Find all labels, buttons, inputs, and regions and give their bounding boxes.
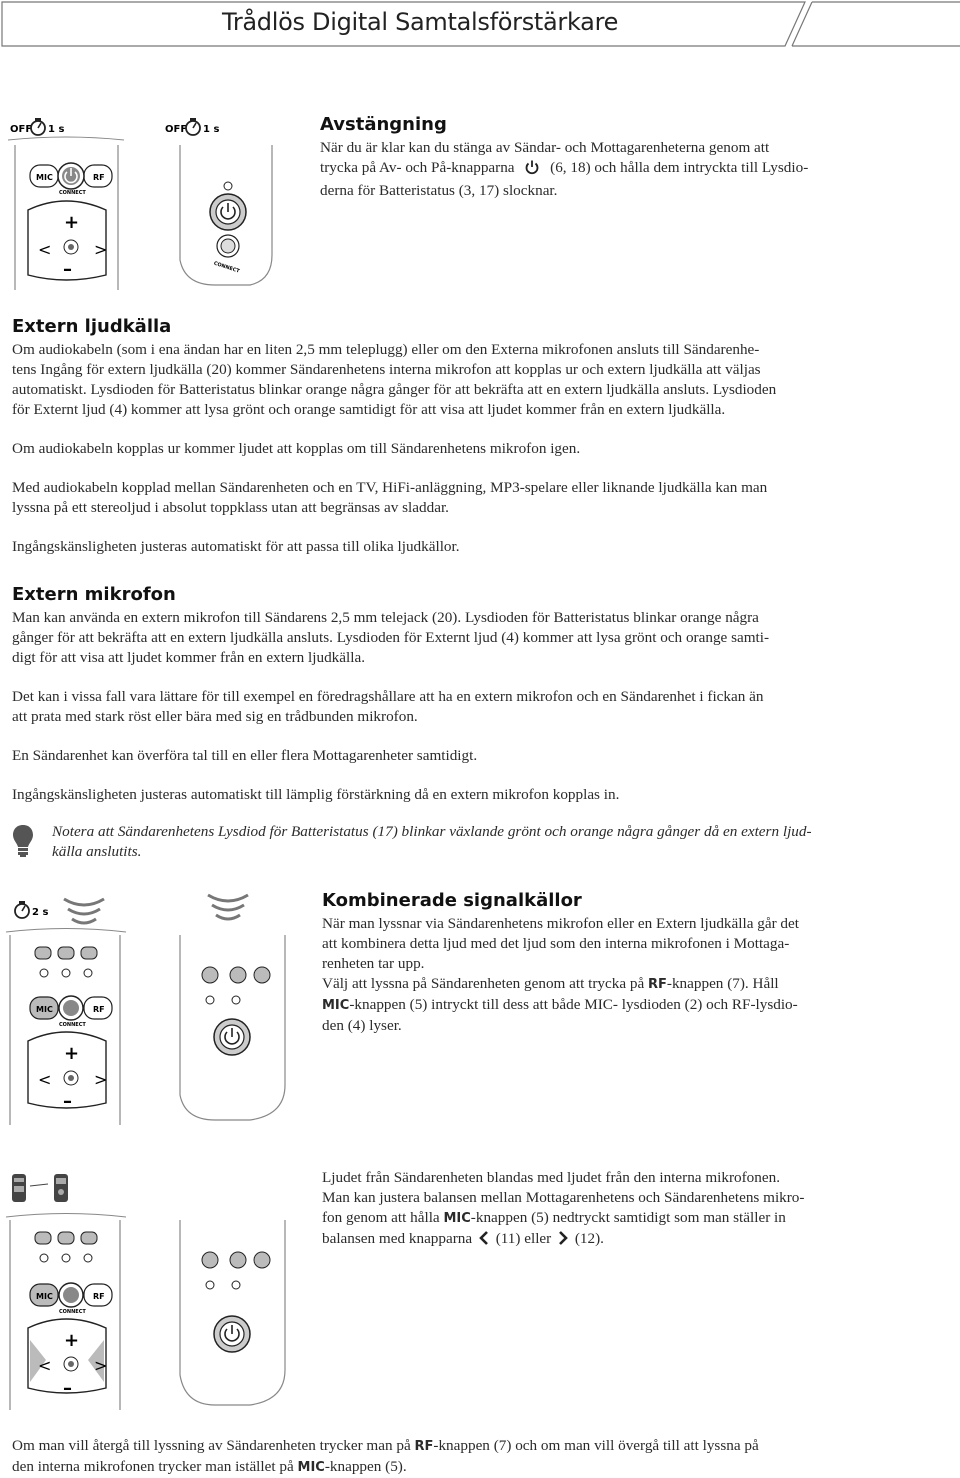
off-label-2: OFF bbox=[165, 124, 188, 135]
chevron-right-icon bbox=[558, 1231, 568, 1251]
mic-key-label: MIC bbox=[322, 998, 350, 1013]
svg-text:RF: RF bbox=[93, 1292, 105, 1301]
svg-text:MIC: MIC bbox=[36, 173, 53, 182]
power-icon bbox=[524, 159, 540, 181]
extern-mikrofon-text: Man kan använda en extern mikrofon till Sändarens 2,5 mm telejack (20). Lysdioden för Batteristatus blinkar orange några gånger för att bekräfta att en extern ljudkälla ansluts. Lysdioden för Externt ljud (4) kommer att lysa grönt och orange samti- digt för att visa att ljudet kommer från en extern ljudkälla. Det kan i vissa fall vara lättare för till exempel en föredragshållare att ha en extern mikrofon och en Sändarenhet i fickan än att prata med stark röst eller bära med sig en trådbunden mikrofon. En Sändarenhet kan överföra tal till en eller flera Mottagarenheter samtidigt. Ingångskänsligheten justeras automatiskt till lämplig förstärkning då en extern mikrofon kopplas in. bbox=[12, 609, 770, 803]
extern-ljudkalla-heading: Extern ljudkälla bbox=[12, 316, 172, 337]
svg-text:<: < bbox=[38, 1356, 52, 1375]
mic-key-label: MIC bbox=[297, 1460, 325, 1475]
svg-text:<: < bbox=[38, 1070, 52, 1089]
svg-text:>: > bbox=[94, 240, 108, 259]
rf-key-label: RF bbox=[648, 977, 667, 992]
footer-text: Om man vill återgå till lyssning av Sändarenheten trycker man på RF-knappen (7) och om man vill övergå till att lyssna på den interna mikrofonen trycker man istället på MIC-knappen (5). bbox=[12, 1437, 759, 1475]
avstangning-heading: Avstängning bbox=[320, 114, 447, 135]
page-title: Trådlös Digital Samtalsförstärkare bbox=[222, 8, 619, 36]
svg-text:+: + bbox=[64, 212, 80, 233]
timer-icon-3 bbox=[15, 901, 29, 918]
svg-text:CONNECT: CONNECT bbox=[59, 1022, 86, 1028]
avstangning-text: När du är klar kan du stänga av Sändar- och Mottagarenheterna genom att trycka på Av- och På-knapparna (6, 18) och hålla dem intryckta till Lysdio- derna för Batteristatus (3, 17) slocknar. bbox=[320, 139, 809, 199]
timer-icon-2 bbox=[186, 118, 200, 135]
rf-key-label: RF bbox=[414, 1439, 434, 1454]
small-receiver-icon bbox=[54, 1174, 68, 1202]
svg-text:>: > bbox=[94, 1070, 108, 1089]
kombinerade-heading: Kombinerade signalkällor bbox=[322, 890, 582, 911]
time-label-1: 1 s bbox=[48, 124, 65, 135]
svg-text:+: + bbox=[64, 1043, 80, 1064]
off-label-1: OFF bbox=[10, 124, 33, 135]
timer-icon-1 bbox=[31, 118, 45, 135]
figure-combined-devices bbox=[0, 885, 300, 1125]
svg-text:CONNECT: CONNECT bbox=[59, 190, 86, 196]
small-transmitter-icon bbox=[12, 1174, 26, 1202]
svg-text:MIC: MIC bbox=[36, 1292, 53, 1301]
balans-text: Ljudet från Sändarenheten blandas med ljudet från den interna mikrofonen. Man kan justera balansen mellan Mottagarenhetens och Sändarenhetens mikro- fon genom att hålla MIC-knappen (5) nedtryckt samtidigt som man ställer in balansen med knapparna (11) eller (12). bbox=[322, 1168, 882, 1251]
svg-text:–: – bbox=[63, 259, 72, 280]
svg-text:>: > bbox=[94, 1356, 108, 1375]
signal-waves-left-icon bbox=[64, 899, 104, 923]
kombinerade-text: När man lyssnar via Sändarenhetens mikrofon eller en Extern ljudkälla går det att kombinera detta ljud med det ljud som den interna mikrofonen i Mottaga- renheten tar upp. Välj att lyssna på Sändarenheten genom att trycka på RF-knappen (7). Håll MIC-knappen (5) intryckt till dess att både MIC- lysdioden (2) och RF-lysdio- den (4) lyser. bbox=[322, 915, 799, 1034]
time-label-2: 1 s bbox=[203, 124, 220, 135]
svg-text:+: + bbox=[64, 1330, 80, 1351]
lightbulb-icon bbox=[12, 824, 34, 858]
chevron-left-icon bbox=[479, 1231, 489, 1251]
svg-text:–: – bbox=[63, 1378, 72, 1399]
extern-mikrofon-heading: Extern mikrofon bbox=[12, 584, 176, 605]
figure-off-devices bbox=[0, 110, 300, 290]
figure-balance-devices bbox=[0, 1160, 300, 1410]
svg-text:MIC: MIC bbox=[36, 1005, 53, 1014]
svg-text:–: – bbox=[63, 1091, 72, 1112]
time-label-3: 2 s bbox=[32, 907, 49, 918]
svg-text:RF: RF bbox=[93, 173, 105, 182]
svg-text:CONNECT: CONNECT bbox=[212, 260, 241, 275]
signal-waves-right-icon bbox=[208, 895, 248, 919]
svg-text:RF: RF bbox=[93, 1005, 105, 1014]
svg-text:CONNECT: CONNECT bbox=[59, 1309, 86, 1315]
extern-ljudkalla-text: Om audiokabeln (som i ena ändan har en liten 2,5 mm teleplugg) eller om den Externa mikrofonen ansluts till Sändarenhe- tens Ingång för extern ljudkälla (20) kommer Sändarenhetens interna mikrofon att kopplas ur och extern ljudkälla att väljas automatiskt. Lysdioden för Batteristatus blinkar orange några gånger för att bekräfta att en extern ljudkälla ansluts. Lysdioden för Externt ljud (4) kommer att lysa grönt och orange samtidigt för att visa att ljudet kommer från en extern ljudkälla. Om audiokabeln kopplas ur kommer ljudet att kopplas om till Sändarenhetens mikrofon igen. Med audiokabeln kopplad mellan Sändarenheten och en TV, HiFi-anläggning, MP3-spelare eller liknande ljudkälla kan man lyssna på ett stereoljud i absolut toppklass utan att begränsas av sladdar. Ingångskänsligheten justeras automatiskt för att passa till olika ljudkällor. bbox=[12, 341, 777, 555]
svg-text:<: < bbox=[38, 240, 52, 259]
note-text: Notera att Sändarenhetens Lysdiod för Batteristatus (17) blinkar växlande grönt och orange några gånger då en extern ljud- källa anslutits. bbox=[52, 823, 812, 860]
mic-key-label: MIC bbox=[443, 1211, 471, 1226]
